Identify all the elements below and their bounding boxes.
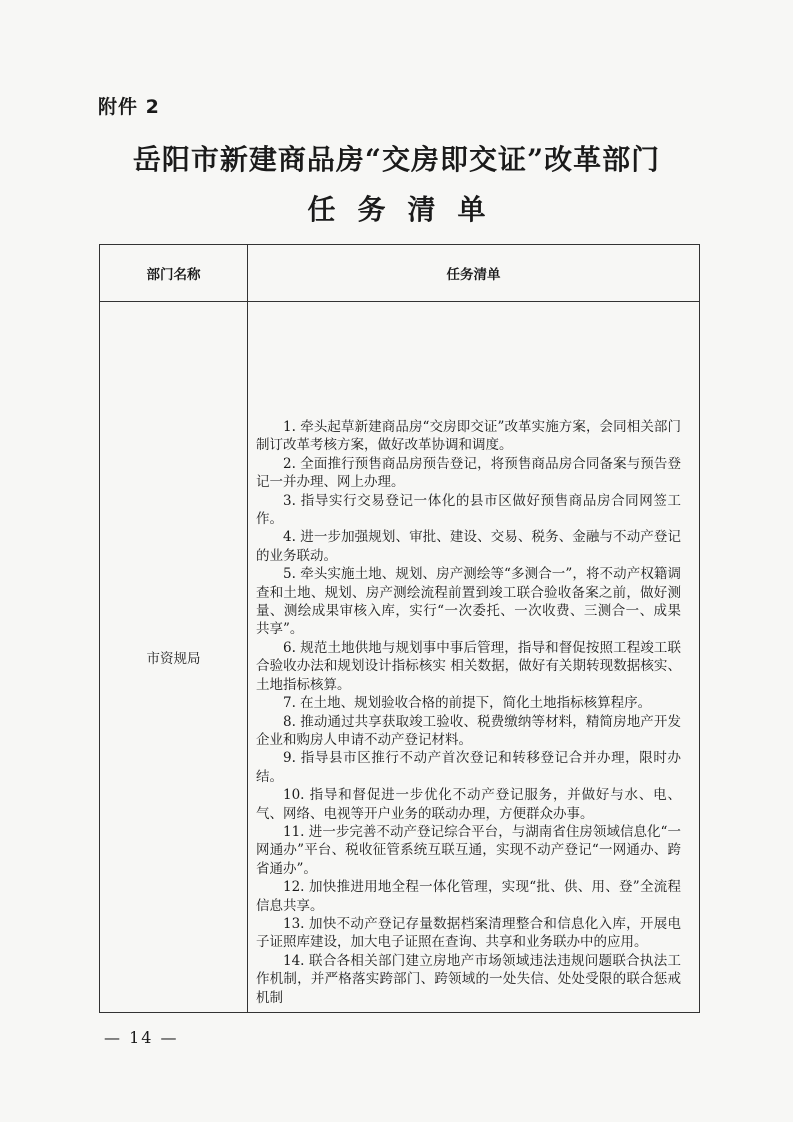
column-header-department: 部门名称 [100,245,248,302]
task-item-4: 4. 进一步加强规划、审批、建设、交易、税务、金融与不动产登记的业务联动。 [256,529,681,564]
task-item-13: 13. 加快不动产登记存量数据档案清理整合和信息化入库，开展电子证照库建设，加大电子证照在查询、共享和业务联办中的应用。 [256,915,681,951]
task-item-2: 2. 全面推行预售商品房预告登记，将预售商品房合同备案与预告登记一并办理、网上办理。 [256,455,681,491]
task-item-5: 5. 牵头实施土地、规划、房产测绘等“多测合一”，将不动产权籍调查和土地、规划、房产测绘流程前置到竣工联合验收备案之前，做好测量、测绘成果审核入库，实行“一次委托、一次收费、三测合一、成果共享”。 [256,566,681,638]
document-subtitle: 任务清单 [307,193,508,226]
task-item-7: 7. 在土地、规划验收合格的前提下，简化土地指标核算程序。 [283,695,652,712]
table-header-row [100,245,700,302]
task-item-3: 3. 指导实行交易登记一体化的县市区做好预售商品房合同网签工作。 [256,492,681,528]
task-item-10: 10. 指导和督促进一步优化不动产登记服务，并做好与水、电、气、网络、电视等开户业务的联动办理，方便群众办事。 [256,787,681,822]
task-item-6: 6. 规范土地供地与规划事中事后管理，指导和督促按照工程竣工联合验收办法和规划设计指标核实 相关数据，做好有关期转现数据核实、土地指标核算。 [256,639,681,693]
document-title: 岳阳市新建商品房“交房即交证”改革部门 [132,143,661,176]
table-row [100,302,700,1013]
task-table [99,244,700,1013]
task-list [248,302,699,1007]
task-item-12: 12. 加快推进用地全程一体化管理，实现“批、供、用、登”全流程信息共享。 [256,879,681,914]
attachment-label: 附件 2 [98,96,160,118]
page-number: — 14 — [104,1028,179,1047]
task-item-9: 9. 指导县市区推行不动产首次登记和转移登记合并办理，限时办结。 [256,750,681,785]
task-list-cell [248,302,700,1013]
task-item-8: 8. 推动通过共享获取竣工验收、税费缴纳等材料，精简房地产开发企业和购房人申请不动产登记材料。 [256,713,681,748]
task-item-14: 14. 联合各相关部门建立房地产市场领域违法违规问题联合执法工作机制，并严格落实跨部门、跨领域的一处失信、处处受限的联合惩戒机制 [256,952,681,1006]
task-item-11: 11. 进一步完善不动产登记综合平台，与湖南省住房领域信息化“一网通办”平台、税收征管系统互联互通，实现不动产登记“一网通办、跨省通办”。 [256,823,681,877]
department-name: 市资规局 [100,302,248,1013]
task-item-1: 1. 牵头起草新建商品房“交房即交证”改革实施方案，会同相关部门制订改革考核方案，做好改革协调和调度。 [256,419,681,454]
column-header-tasks: 任务清单 [248,245,700,302]
